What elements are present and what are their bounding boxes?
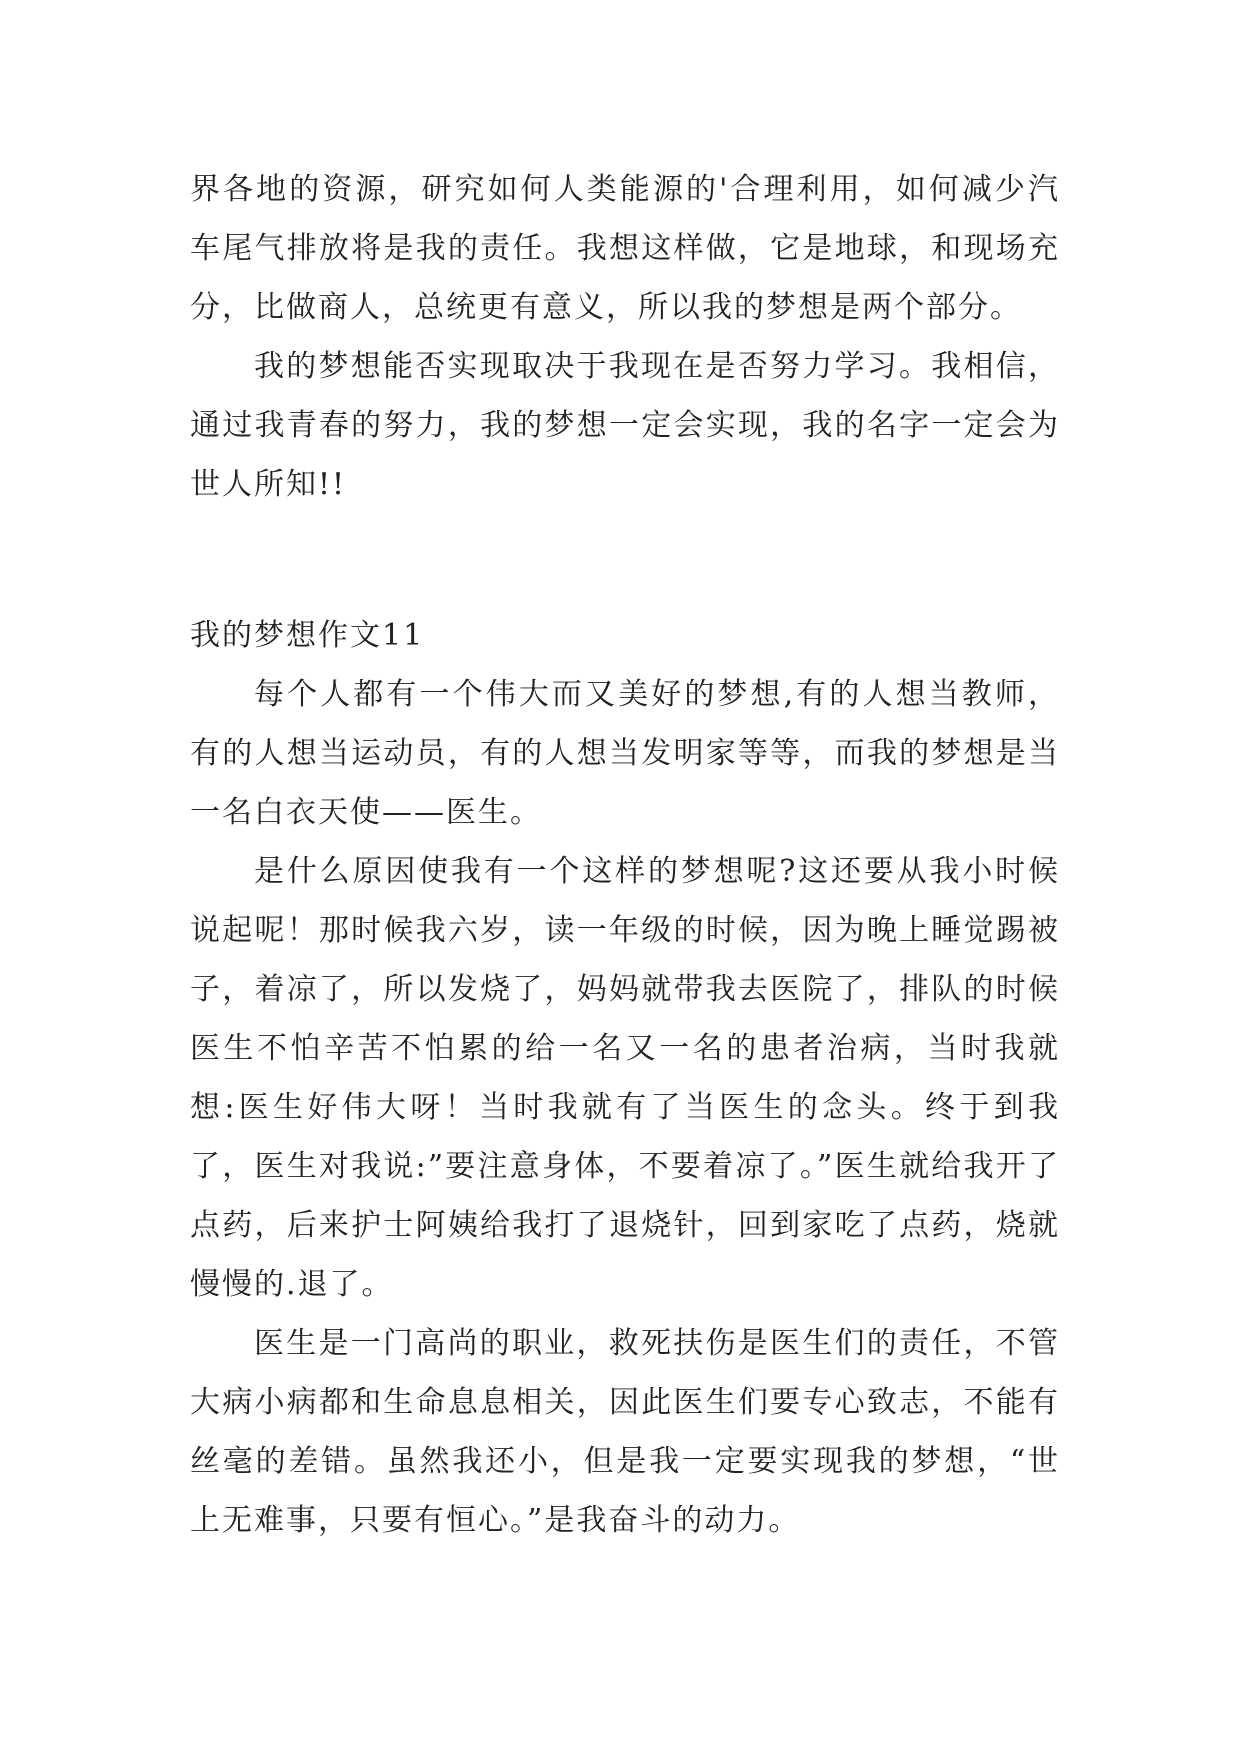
- section-title: 我的梦想作文11: [190, 618, 425, 653]
- paragraph-ending: 医生是一门高尚的职业，救死扶伤是医生们的责任，不管大病小病都和生命息息相关，因此医生们要专心致志，不能有丝毫的差错。虽然我还小，但是我一定要实现我的梦想，“世上无难事，只要有恒心。”是我奋斗的动力。: [190, 1326, 1060, 1538]
- paragraph-continued: 界各地的资源，研究如何人类能源的'合理利用，如何减少汽车尾气排放将是我的责任。我想这样做，它是地球，和现场充分，比做商人，总统更有意义，所以我的梦想是两个部分。: [190, 172, 1060, 325]
- paragraph-story: 是什么原因使我有一个这样的梦想呢?这还要从我小时候说起呢！那时候我六岁，读一年级的时候，因为晚上睡觉踢被子，着凉了，所以发烧了，妈妈就带我去医院了，排队的时候医生不怕辛苦不怕累的给一名又一名的患者治病，当时我就想:医生好伟大呀！当时我就有了当医生的念头。终于到我了，医生对我说:”要注意身体，不要着凉了。”医生就给我开了点药，后来护士阿姨给我打了退烧针，回到家吃了点药，烧就慢慢的.退了。: [190, 854, 1060, 1302]
- paragraph-conclusion: 我的梦想能否实现取决于我现在是否努力学习。我相信，通过我青春的努力，我的梦想一定会实现，我的名字一定会为世人所知!!: [190, 349, 1060, 502]
- paragraph-intro: 每个人都有一个伟大而又美好的梦想,有的人想当教师，有的人想当运动员，有的人想当发明家等等，而我的梦想是当一名白衣天使——医生。: [190, 677, 1060, 830]
- document-body: [190, 160, 1060, 1550]
